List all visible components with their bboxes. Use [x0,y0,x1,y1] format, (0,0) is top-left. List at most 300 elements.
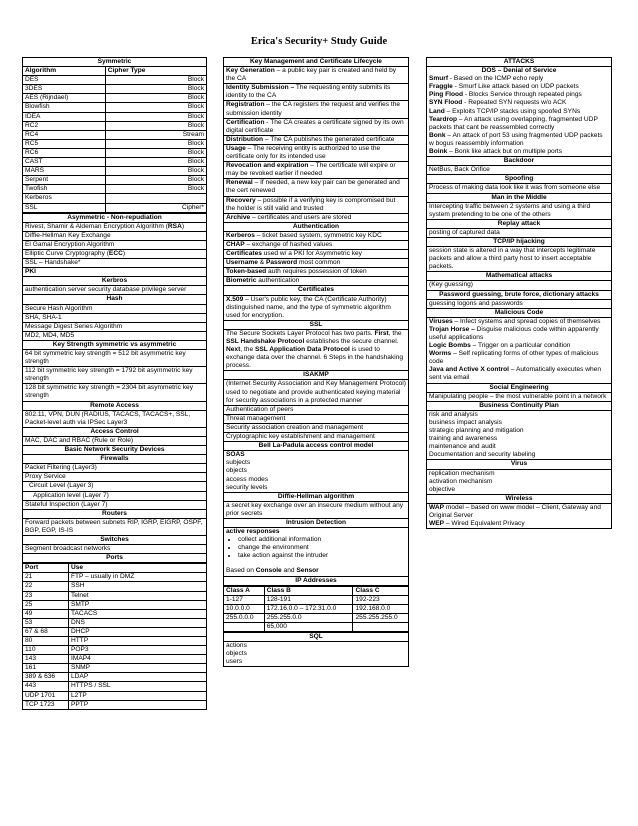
malcode-item [429,366,609,382]
auth-text: – ticket based system, symmetric key KDC [254,231,382,239]
ip-cell: 10.0.0.0 [224,604,265,613]
wireless-header: Wireless [427,494,612,503]
bcp-block [427,410,612,460]
dos-item [429,132,609,148]
symmetric-row [23,103,207,112]
bcp-item: Documentation and security labeling [429,451,536,459]
algorithm-cell: 3DES [23,85,106,94]
port-use: SNMP [69,664,207,673]
soas-item: objects [226,467,247,475]
tcpip-header: TCP/IP hijacking [427,237,612,246]
port-row [23,655,207,664]
hash-cell: Secure Hash Algorithm [23,304,207,313]
kmcl-row [224,101,409,118]
port-number: 49 [23,609,69,618]
firewall-cell: Application level (Layer 7) [23,491,207,500]
port-row [23,682,207,691]
ip-row [224,604,409,613]
kmcl-row [224,162,409,179]
auth-cell [224,268,409,277]
auth-cell [224,277,409,286]
ip-cell: 65,000 [264,623,353,632]
soas-item: security levels [226,483,268,491]
certificates-header: Certificates [224,286,409,295]
dh-text: a secret key exchange over an insecure medium without any prior secrets [224,501,409,518]
dos-text: - Smurf Like attack based on UDP packets [452,83,579,91]
isakmp-cell: Security association creation and management [224,423,409,432]
kmcl-cell [224,144,409,161]
spoofing-header: Spoofing [427,175,612,184]
auth-row [224,250,409,259]
symmetric-row [23,194,207,203]
port-use: LDAP [69,673,207,682]
switches-header: Switches [23,535,207,544]
ids-header: Intrusion Detection [224,518,409,527]
auth-cell [224,231,409,240]
port-row [23,673,207,682]
dos-text: - Based on the ICMP echo reply [448,75,544,83]
kmcl-text: – possible if a verifying key is compromised but the holder is still valid and trusted [226,196,396,212]
sql-item: users [226,658,243,666]
rsa-row: Rivest, Shamir & Aldeman Encryption Algorithm (RSA) [23,222,207,231]
isakmp-header: ISAKMP [224,371,409,380]
algorithm-cell: DES [23,76,106,85]
keystrength-row [23,350,207,367]
bcp-item: business impact analysis [429,418,502,426]
ip-cell: 192-223 [353,595,409,604]
dos-term: Boink [429,148,448,156]
elgamal-row: El Gamal Encryption Algorithm [23,240,207,249]
port-number: 23 [23,591,69,600]
cipher-type-cell: Block [105,85,206,94]
kmcl-row [224,84,409,101]
dos-term: Land [429,107,445,115]
ids-active-label: active responses [226,528,280,536]
hash-row [23,331,207,340]
malcode-term: Logic Bombs [429,342,471,350]
routers-text: Forward packets between subnets RIP, IGRP, EIGRP, OSPF, BGP, EGP, IS-IS [23,518,207,535]
algorithm-cell: IDEA [23,112,106,121]
math-header: Mathematical attacks [427,272,612,281]
port-use: DHCP [69,627,207,636]
kmcl-term: Registration [226,101,265,109]
auth-cell [224,240,409,249]
cipher-type-cell: Block [105,185,206,194]
kmcl-cell [224,162,409,179]
port-number: 143 [23,655,69,664]
dos-item [429,83,609,91]
algorithm-cell: SSL [23,203,106,212]
symmetric-row [23,158,207,167]
dos-item [429,91,609,99]
auth-term: Token-based [226,268,267,276]
dos-block [427,67,612,157]
dh-header: Diffie-Hellman algorithm [224,492,409,501]
ids-item: • take action against the intruder [238,552,406,560]
port-row [23,609,207,618]
auth-text: – exchange of hashed values [244,240,333,248]
malcode-block [427,317,612,383]
isakmp-cell: Cryptographic key establishment and management [224,433,409,442]
port-row [23,637,207,646]
soceng-text: Manipulating people – the most vulnerable point in a network [427,392,612,401]
cipher-type-cell: Stream [105,130,206,139]
ip-cell: 255.0.0.0 [224,613,265,622]
malcode-item [429,342,609,350]
port-use: SMTP [69,600,207,609]
port-number: 53 [23,618,69,627]
algorithm-cell: RC4 [23,130,106,139]
isakmp-row [224,405,409,414]
port-label: Port [23,564,69,573]
port-number: TCP 1723 [23,700,69,709]
kmcl-cell [224,196,409,213]
port-number: 161 [23,664,69,673]
hash-cell: Message Digest Series Algorithm [23,322,207,331]
ip-cell: 128-191 [264,595,353,604]
port-number: 25 [23,600,69,609]
dos-term: SYN Flood [429,99,463,107]
kmcl-term: Revocation and expiration [226,162,309,170]
column-3 [426,57,612,529]
firewall-row [23,500,207,509]
algorithm-cell: RC2 [23,121,106,130]
backdoor-header: Backdoor [427,157,612,166]
symmetric-row [23,139,207,148]
dos-item [429,148,609,156]
auth-term: CHAP [226,240,245,248]
dos-item [429,116,609,132]
port-row [23,664,207,673]
cipher-type-cell: Block [105,121,206,130]
ip-header-row [224,586,409,595]
kmcl-row [224,135,409,144]
kmcl-row [224,118,409,135]
attacks-header: ATTACKS [427,58,612,67]
port-number: 389 & 636 [23,673,69,682]
algorithm-cell: Blowfish [23,103,106,112]
soceng-header: Social Engineering [427,383,612,392]
dh-row: Diffie-Hellman Key Exchange [23,231,207,240]
bcp-item: risk and analysis [429,410,478,418]
firewall-cell: Stateful Inspection (Layer 7) [23,500,207,509]
authentication-header: Authentication [224,222,409,231]
algorithm-cell: RC6 [23,148,106,157]
password-text: guessing logons and passwords [427,299,612,308]
ids-based-text: Based on Console and Sensor [226,567,319,575]
hash-header: Hash [23,295,207,304]
auth-row [224,240,409,249]
hash-row [23,313,207,322]
switches-text: Segment broadcast networks [23,545,207,554]
remote-access-header: Remote Access [23,401,207,410]
ecc-row: Elliptic Curve Cryptography (ECC) [23,249,207,258]
dos-text: – Exploits TCP/IP stacks using spoofed SYNs [444,107,581,115]
firewall-row [23,473,207,482]
auth-term2: Password [265,259,298,267]
crypto-table [22,57,207,213]
malcode-term: Java and Active X control [429,366,510,374]
cipher-type-cell: Block [105,94,206,103]
auth-term: Certificates [226,250,262,258]
port-use: HTTPS / SSL [69,682,207,691]
port-row [23,591,207,600]
dos-text: – An attack of port 53 using fragmented UDP packets w bogus reassembly information [429,131,603,147]
sql-table [223,632,409,667]
kmcl-text: – The receiving entity is authorized to use the certificate only for its intended use [226,144,381,161]
isakmp-cell: Threat management [224,414,409,423]
cipher-type-cell: Block [105,148,206,157]
symmetric-row [23,112,207,121]
kmcl-row [224,179,409,196]
algorithm-cell: Kerberos [23,194,106,203]
port-row [23,646,207,655]
bcp-item: training and awareness [429,435,498,443]
kerbros-header: Kerbros [23,277,207,286]
asymmetric-header: Asymmetric - Non-repudiation [23,213,207,222]
kmcl-term: Usage [226,144,246,152]
keystrength-row [23,367,207,384]
kmcl-term: Certification [226,118,265,126]
port-number: 22 [23,582,69,591]
kmcl-text: The requesting entity submits its identity to the CA [226,84,391,100]
routers-header: Routers [23,509,207,518]
blp-header: Bell La-Padula access control model [224,442,409,451]
port-use: SSH [69,582,207,591]
cipher-type-cell: Cipher* [105,203,206,212]
wap-text: WAP model – based on www model – Client, Gateway and Original Server [429,503,601,519]
ip-header: IP Addresses [224,576,409,585]
column-2 [223,57,409,667]
kmcl-term: Distribution [226,135,263,143]
kmcl-cell [224,67,409,84]
virus-block [427,469,612,494]
kmcl-text: – If needed, a new key pair can be generated and the cert renewed [226,179,400,195]
symmetric-row [23,94,207,103]
malcode-text: – Infect systems and spread copies of themselves [452,317,601,325]
ssl-text: The Secure Sockets Layer Protocol has two parts. First, the SSL Handshake Protocol establishes the secure channel. Next, the SSL Application Data Protocol is used to exchange data over the channel. 6 Steps in the handshaking process. [224,329,409,370]
kmcl-text: – The CA publishes the generated certificate [263,135,395,143]
symmetric-header: Symmetric [23,58,207,67]
algorithm-cell: RC5 [23,139,106,148]
access-control-header: Access Control [23,427,207,436]
password-header: Password guessing, brute force, dictionary attacks [427,290,612,299]
keystrength-cell: 64 bit symmetric key strength = 512 bit asymmetric key strength [23,350,207,367]
kmcl-cell [224,101,409,118]
port-use: TACACS [69,609,207,618]
algorithm-cell: AES (Rijndael) [23,94,106,103]
isakmp-row [224,423,409,432]
page-title: Erica's Security+ Study Guide [250,36,388,47]
port-use: HTTP [69,637,207,646]
soas-item: subjects [226,459,251,467]
ids-item: • collect additional information [238,536,406,544]
ip-class-label: Class A [224,586,265,595]
remote-access-text: 802.11, VPN, DUN (RADIUS, TACACS, TACACS+, SSL, Packet-level auth via IPSec Layer3 [23,410,207,427]
auth-text: auth requires possession of token [266,268,367,276]
virus-item: activation mechanism [429,477,493,485]
kmcl-term: Renewal [226,179,253,187]
ip-cell: 192.168.0.0 [353,604,409,613]
ids-item: • change the environment [238,544,406,552]
isakmp-cell: Authentication of peers [224,405,409,414]
sql-item: objects [226,650,247,658]
auth-row [224,277,409,286]
port-number: 80 [23,637,69,646]
symmetric-row [23,203,207,212]
sql-block [224,642,409,667]
dos-item [429,99,609,107]
keystrength-cell: 112 bit symmetric key strength = 1792 bit asymmetric key strength [23,367,207,384]
malcode-text: – Self replicating forms of other types of malicious code [429,350,599,366]
symmetric-row [23,167,207,176]
symmetric-row [23,148,207,157]
malcode-term: Viruses [429,317,453,325]
soas-item: access modes [226,475,269,483]
malcode-term: Trojan Horse – [429,325,475,333]
port-row [23,691,207,700]
port-row [23,573,207,582]
auth-row [224,268,409,277]
ip-row [224,623,409,632]
hash-cell: MD2, MD4, MD5 [23,331,207,340]
symmetric-row [23,76,207,85]
ip-cell [353,623,409,632]
mitm-text: Intercepting traffic between 2 systems and using a third system pretending to be one of the others [427,202,612,219]
port-use: FTP – usually in DMZ [69,573,207,582]
kmcl-row [224,196,409,213]
ssl-handshake-row: SSL – Handshake* [23,259,207,268]
spoofing-text: Process of making data look like it was from someone else [427,184,612,193]
port-row [23,627,207,636]
ip-cell: 172.16.0.0 – 172.31.0.0 [264,604,353,613]
kmcl-row [224,213,409,222]
ip-class-label: Class C [353,586,409,595]
port-row [23,600,207,609]
x509-text: X.509 – User's public key, the CA (Certificate Authority) distinguished name, and the type of symmetric algorithm used for encryption. [224,295,409,320]
port-row [23,700,207,709]
dos-term: Bonk [429,131,446,139]
basic-network-header: Basic Network Security Devices [23,446,207,455]
kmcl-text: – the CA registers the request and verifies the submission identity [226,101,401,117]
kmcl-row [224,144,409,161]
port-number: 110 [23,646,69,655]
auth-row [224,231,409,240]
ip-cell [224,623,265,632]
math-text: (Key guessing) [427,281,612,290]
malcode-text: – Automatically executes when sent via email [429,366,602,382]
cipher-type-cell: Block [105,76,206,85]
cipher-type-cell: Block [105,139,206,148]
malcode-header: Malicious Code [427,308,612,317]
kmcl-term: Archive [226,213,251,221]
use-label: Use [69,564,207,573]
backdoor-text: NetBus, Back Orifice [427,166,612,175]
keystrength-row [23,384,207,401]
mitm-header: Man in the Middle [427,193,612,202]
dos-text: - Blocks Service through repeated pings [463,91,582,99]
virus-item: objective [429,485,456,493]
pki-row: PKI [23,268,207,277]
bcp-item: maintenance and audit [429,443,496,451]
column-1 [22,57,207,710]
auth-text: most common [297,259,341,267]
malcode-item [429,318,609,326]
wep-text: WEP – Wired Equivalent Privacy [429,520,525,528]
kmcl-term: Key Generation [226,67,275,75]
dos-term: Fraggle [429,83,453,91]
firewalls-header: Firewalls [23,455,207,464]
malcode-term: Worms [429,350,452,358]
kmcl-row [224,67,409,84]
kmcl-cell [224,84,409,101]
ip-cell: 255.255.0.0 [264,613,353,622]
replay-header: Replay attack [427,219,612,228]
ip-cell: 1-127 [224,595,265,604]
auth-text: used w/ a PKI for Asymmetric key [261,250,362,258]
cipher-type-cell [105,194,206,203]
auth-term: Kerberos [226,231,255,239]
cipher-type-cell: Block [105,112,206,121]
kmcl-text: – a public key pair is created and held by the CA [226,67,397,83]
symmetric-row [23,121,207,130]
firewall-cell: Proxy Service [23,473,207,482]
port-number: 67 & 68 [23,627,69,636]
hash-row [23,322,207,331]
isakmp-row [224,433,409,442]
auth-cell [224,250,409,259]
port-use: POP3 [69,646,207,655]
virus-item: replication mechanism [429,469,495,477]
hash-cell: SHA, SHA-1 [23,313,207,322]
col2-table [223,57,409,586]
ids-block [224,528,409,576]
kmcl-term: Identity Submission – [226,84,295,92]
dos-text: - Repeated SYN requests w/o ACK [462,99,567,107]
kmcl-cell [224,179,409,196]
auth-cell [224,259,409,268]
port-use: PPTP [69,700,207,709]
kmcl-text: – certificates and users are stored [250,213,352,221]
sql-item: actions [226,642,247,650]
symmetric-row [23,130,207,139]
replay-text: posting of captured data [427,228,612,237]
col1-sections-table [22,213,207,564]
bcp-header: Business Continuity Plan [427,401,612,410]
sql-header: SQL [224,633,409,642]
symmetric-row [23,185,207,194]
dos-item [429,108,609,116]
bcp-item: strategic planning and mitigation [429,427,524,435]
ip-table [223,586,409,632]
port-number: 21 [23,573,69,582]
symmetric-row [23,176,207,185]
port-use: DNS [69,618,207,627]
symmetric-row [23,85,207,94]
auth-row [224,259,409,268]
tcpip-text: session state is altered in a way that intercepts legitimate packets and allow a third party host to insert acceptable packets. [427,247,612,272]
cipher-type-cell: Block [105,176,206,185]
dos-term: Teardrop [429,115,458,123]
algorithm-cell: Twofish [23,185,106,194]
kmcl-cell [224,118,409,135]
kmcl-cell [224,135,409,144]
port-number: UDP 1701 [23,691,69,700]
firewall-row [23,482,207,491]
dos-term: Smurf [429,75,449,83]
keystrength-cell: 128 bit symmetric key strength = 2304 bit asymmetric key strength [23,384,207,401]
cipher-type-cell: Block [105,167,206,176]
